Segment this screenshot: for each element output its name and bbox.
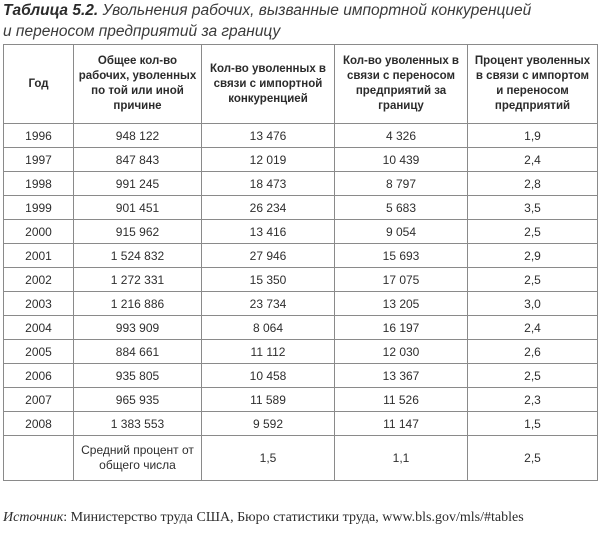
cell-total: 847 843 <box>74 148 202 172</box>
cell-import: 11 112 <box>202 340 335 364</box>
cell-relocation: 4 326 <box>335 124 468 148</box>
table-row <box>4 148 598 172</box>
header-import-competition: Кол-во уволенных в связи с импортной конкуренцией <box>202 45 335 124</box>
cell-relocation: 13 205 <box>335 292 468 316</box>
cell-year: 1998 <box>4 172 74 196</box>
cell-year: 1996 <box>4 124 74 148</box>
cell-import: 27 946 <box>202 244 335 268</box>
header-row <box>4 45 598 124</box>
cell-percent: 2,5 <box>468 220 598 244</box>
cell-import: 12 019 <box>202 148 335 172</box>
cell-total: 965 935 <box>74 388 202 412</box>
table-row <box>4 412 598 436</box>
cell-total: 935 805 <box>74 364 202 388</box>
average-cell: 1,5 <box>202 436 335 481</box>
cell-year: 2007 <box>4 388 74 412</box>
cell-total: 993 909 <box>74 316 202 340</box>
cell-percent: 2,3 <box>468 388 598 412</box>
cell-percent: 2,6 <box>468 340 598 364</box>
header-percent: Процент уволенных в связи с импортом и переносом предприятий <box>468 45 598 124</box>
average-row <box>4 436 598 481</box>
average-cell: 1,1 <box>335 436 468 481</box>
cell-import: 9 592 <box>202 412 335 436</box>
cell-percent: 3,5 <box>468 196 598 220</box>
cell-relocation: 12 030 <box>335 340 468 364</box>
cell-percent: 2,4 <box>468 316 598 340</box>
source-label: Источник <box>3 510 64 525</box>
cell-import: 8 064 <box>202 316 335 340</box>
table-row <box>4 364 598 388</box>
table-row <box>4 268 598 292</box>
cell-year: 2000 <box>4 220 74 244</box>
cell-import: 23 734 <box>202 292 335 316</box>
table-row <box>4 316 598 340</box>
cell-import: 15 350 <box>202 268 335 292</box>
layoffs-table <box>3 44 598 481</box>
cell-relocation: 10 439 <box>335 148 468 172</box>
cell-relocation: 15 693 <box>335 244 468 268</box>
cell-year: 2002 <box>4 268 74 292</box>
average-label: Средний процент от общего числа <box>74 436 202 481</box>
table-row <box>4 340 598 364</box>
cell-total: 1 216 886 <box>74 292 202 316</box>
cell-total: 1 524 832 <box>74 244 202 268</box>
cell-percent: 2,4 <box>468 148 598 172</box>
table-row <box>4 220 598 244</box>
cell-year: 2005 <box>4 340 74 364</box>
cell-relocation: 11 147 <box>335 412 468 436</box>
table-row <box>4 388 598 412</box>
cell-percent: 2,9 <box>468 244 598 268</box>
source-note <box>3 510 597 526</box>
cell-percent: 3,0 <box>468 292 598 316</box>
cell-year: 1997 <box>4 148 74 172</box>
caption-text-line2: и переносом предприятий за границу <box>3 23 281 40</box>
cell-relocation: 8 797 <box>335 172 468 196</box>
cell-percent: 2,5 <box>468 268 598 292</box>
cell-total: 1 272 331 <box>74 268 202 292</box>
source-text: : Министерство труда США, Бюро статистики труда, www.bls.gov/mls/#tables <box>63 510 524 525</box>
cell-relocation: 16 197 <box>335 316 468 340</box>
cell-percent: 1,9 <box>468 124 598 148</box>
cell-relocation: 13 367 <box>335 364 468 388</box>
header-relocation: Кол-во уволенных в связи с переносом предприятий за границу <box>335 45 468 124</box>
cell-year: 2004 <box>4 316 74 340</box>
cell-year: 2001 <box>4 244 74 268</box>
average-cell: 2,5 <box>468 436 598 481</box>
cell-relocation: 5 683 <box>335 196 468 220</box>
cell-year: 1999 <box>4 196 74 220</box>
cell-percent: 2,5 <box>468 364 598 388</box>
cell-percent: 1,5 <box>468 412 598 436</box>
table-caption <box>3 0 597 42</box>
table-row <box>4 124 598 148</box>
table-row <box>4 172 598 196</box>
cell-total: 915 962 <box>74 220 202 244</box>
caption-label: Таблица 5.2. <box>3 2 99 19</box>
cell-import: 18 473 <box>202 172 335 196</box>
average-cell <box>4 436 74 481</box>
cell-year: 2008 <box>4 412 74 436</box>
table-row <box>4 244 598 268</box>
cell-relocation: 11 526 <box>335 388 468 412</box>
cell-total: 901 451 <box>74 196 202 220</box>
cell-percent: 2,8 <box>468 172 598 196</box>
header-total-workers: Общее кол-во рабочих, уволенных по той или иной причине <box>74 45 202 124</box>
cell-year: 2003 <box>4 292 74 316</box>
table-row <box>4 292 598 316</box>
cell-import: 10 458 <box>202 364 335 388</box>
cell-import: 13 476 <box>202 124 335 148</box>
header-year: Год <box>4 45 74 124</box>
cell-import: 13 416 <box>202 220 335 244</box>
caption-text-line1: Увольнения рабочих, вызванные импортной конкуренцией <box>102 2 532 19</box>
cell-relocation: 9 054 <box>335 220 468 244</box>
cell-year: 2006 <box>4 364 74 388</box>
cell-total: 991 245 <box>74 172 202 196</box>
cell-import: 11 589 <box>202 388 335 412</box>
cell-import: 26 234 <box>202 196 335 220</box>
cell-total: 1 383 553 <box>74 412 202 436</box>
cell-relocation: 17 075 <box>335 268 468 292</box>
table-row <box>4 196 598 220</box>
cell-total: 948 122 <box>74 124 202 148</box>
cell-total: 884 661 <box>74 340 202 364</box>
